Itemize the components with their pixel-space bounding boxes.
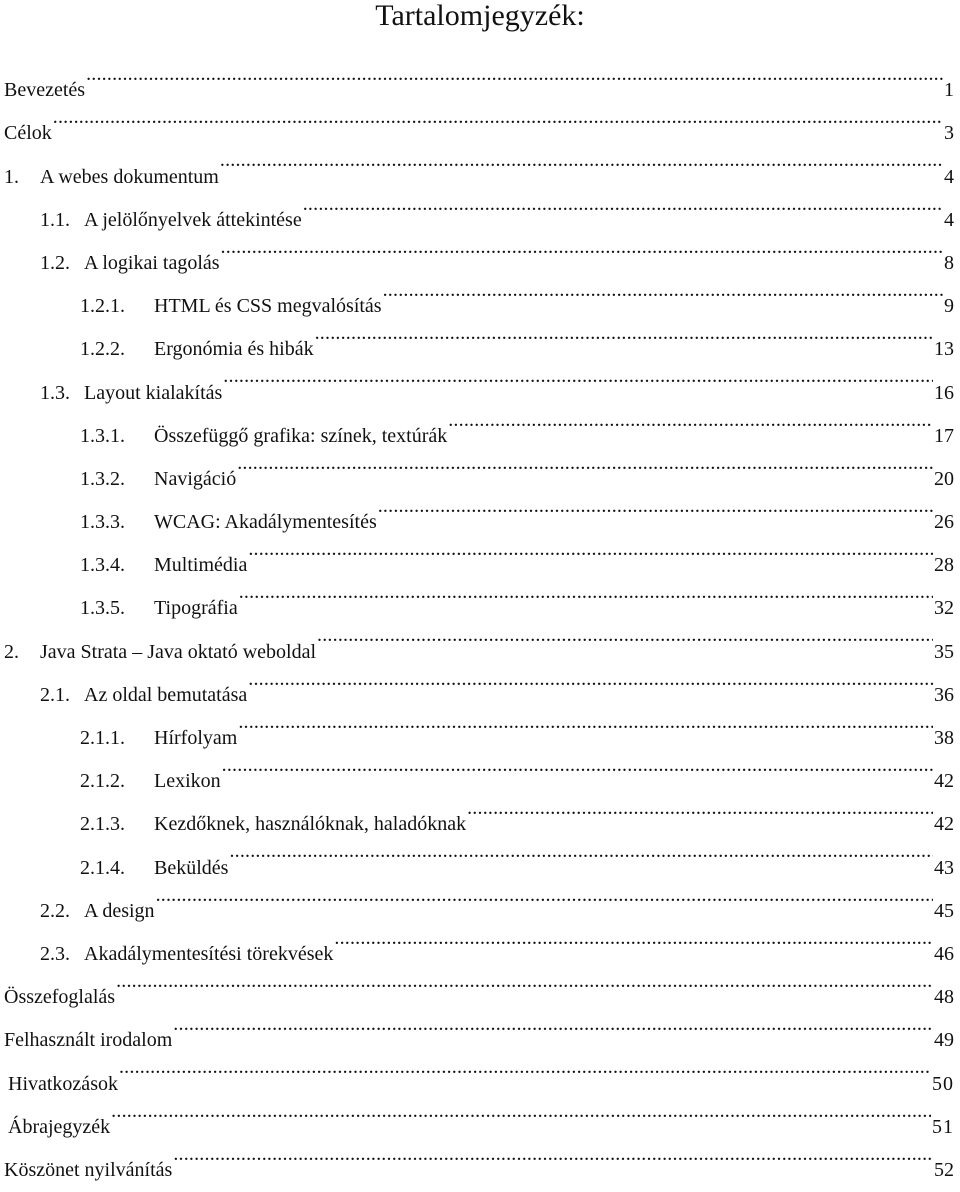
toc-dot-leader	[239, 571, 933, 614]
toc-entry[interactable]	[0, 399, 960, 447]
toc-dot-leader	[334, 917, 933, 960]
toc-entry-page-number: 1	[944, 79, 954, 102]
toc-dot-leader	[116, 960, 933, 1003]
toc-dot-leader	[223, 355, 933, 398]
toc-entry-page-number: 45	[934, 899, 954, 922]
toc-entry[interactable]	[0, 960, 960, 1009]
toc-entry-page-number: 8	[944, 251, 954, 274]
toc-entry-page-number: 4	[944, 165, 954, 188]
toc-entry-page-number: 4	[944, 208, 954, 231]
toc-entry[interactable]	[0, 830, 960, 879]
toc-entry-title: Köszönet nyilvánítás	[4, 1158, 173, 1181]
toc-entry-page-number: 49	[934, 1029, 954, 1052]
toc-entry-title: Navigáció	[154, 467, 237, 490]
toc-entry[interactable]	[0, 442, 960, 490]
toc-entry[interactable]	[0, 269, 960, 318]
toc-entry[interactable]	[0, 355, 960, 404]
toc-entry-title: Ergonómia és hibák	[154, 338, 314, 361]
toc-entry-title: Lexikon	[154, 770, 221, 793]
toc-entry-page-number: 32	[934, 597, 954, 620]
toc-entry[interactable]	[0, 658, 960, 706]
toc-dot-leader	[303, 183, 943, 226]
toc-dot-leader	[119, 1046, 931, 1089]
toc-entry-number: 1.3.2.	[80, 467, 125, 490]
toc-entry-number: 2.3.	[40, 942, 70, 965]
toc-entry[interactable]	[0, 1003, 960, 1052]
toc-entry-title: Felhasznált irodalom	[4, 1029, 173, 1052]
toc-entry-page-number: 28	[934, 554, 954, 577]
toc-entry-title: Összefoglalás	[4, 986, 116, 1009]
toc-entry-page-number: 16	[934, 381, 954, 404]
toc-entry-page-number: 20	[934, 467, 954, 490]
toc-entry[interactable]	[0, 312, 960, 361]
toc-entry-page-number: 3	[944, 122, 954, 145]
toc-dot-leader	[173, 1133, 933, 1176]
toc-entry[interactable]	[0, 485, 960, 534]
toc-entry-number: 2.1.	[40, 683, 70, 706]
toc-entry-page-number: 13	[934, 338, 954, 361]
toc-entry-title: A design	[84, 899, 155, 922]
toc-entry[interactable]	[0, 917, 960, 965]
toc-entry[interactable]	[0, 874, 960, 922]
toc-dot-leader	[221, 226, 943, 269]
toc-entry-number: 1.	[4, 165, 19, 188]
toc-dot-leader	[467, 787, 933, 830]
toc-entry-page-number: 17	[934, 424, 954, 447]
toc-entry-title: Célok	[4, 122, 52, 145]
toc-entry-title: Layout kialakítás	[84, 381, 223, 404]
toc-dot-leader	[383, 269, 943, 312]
toc-entry-title: A webes dokumentum	[40, 165, 219, 188]
toc-entry[interactable]	[0, 787, 960, 836]
toc-entry-title: Az oldal bemutatása	[84, 683, 248, 706]
toc-dot-leader	[173, 1003, 933, 1046]
toc-entry-number: 1.3.3.	[80, 511, 125, 534]
toc-entry-title: Összefüggő grafika: színek, textúrák	[154, 424, 448, 447]
toc-entry[interactable]	[0, 1133, 960, 1181]
toc-dot-leader	[248, 528, 933, 571]
toc-dot-leader	[315, 312, 933, 355]
toc-entry-page-number: 9	[944, 295, 954, 318]
toc-entry[interactable]	[0, 1090, 960, 1138]
toc-entry-number: 2.1.1.	[80, 727, 125, 749]
toc-entry-page-number: 52	[934, 1158, 954, 1181]
toc-entry-page-number: 38	[934, 727, 954, 749]
toc-dot-leader	[222, 744, 933, 787]
toc-entry-page-number: 46	[934, 942, 954, 965]
toc-dot-leader	[156, 874, 933, 917]
toc-dot-leader	[248, 658, 933, 701]
toc-entry-number: 2.1.3.	[80, 813, 125, 836]
toc-dot-leader	[86, 53, 943, 96]
toc-entry-number: 2.1.4.	[80, 856, 125, 879]
toc-entry-title: Java Strata – Java oktató weboldal	[40, 640, 317, 663]
toc-entry-page-number: 51	[932, 1115, 954, 1138]
toc-entry[interactable]	[0, 1046, 960, 1095]
toc-entry-page-number: 35	[934, 640, 954, 663]
toc-entry-title: WCAG: Akadálymentesítés	[154, 511, 377, 534]
toc-entry-title: A logikai tagolás	[84, 251, 220, 274]
toc-entry-title: Bevezetés	[4, 79, 86, 102]
toc-entry-page-number: 43	[934, 856, 954, 879]
toc-entry-number: 1.3.1.	[80, 424, 125, 447]
toc-entry-number: 1.2.1.	[80, 295, 125, 318]
table-of-contents	[0, 53, 960, 1181]
toc-entry-number: 2.	[4, 640, 19, 663]
toc-entry-title: HTML és CSS megvalósítás	[154, 295, 382, 318]
toc-dot-leader	[378, 485, 933, 528]
toc-entry-title: Hírfolyam	[154, 727, 238, 749]
toc-entry-title: Kezdőknek, használóknak, haladóknak	[154, 813, 467, 836]
toc-entry-title: Beküldés	[154, 856, 229, 879]
toc-entry[interactable]	[0, 139, 960, 188]
toc-dot-leader	[448, 399, 933, 442]
toc-entry-title: A jelölőnyelvek áttekintése	[84, 208, 302, 231]
toc-entry-number: 1.2.	[40, 251, 70, 274]
toc-entry-page-number: 42	[934, 813, 954, 836]
toc-dot-leader	[220, 139, 943, 182]
toc-entry-title: Tipográfia	[154, 597, 238, 620]
toc-entry[interactable]	[0, 96, 960, 145]
toc-entry[interactable]	[0, 614, 960, 663]
toc-entry[interactable]	[0, 528, 960, 577]
toc-entry-number: 1.3.5.	[80, 597, 125, 620]
toc-dot-leader	[111, 1090, 931, 1133]
toc-entry-page-number: 48	[934, 986, 954, 1009]
toc-entry-page-number: 26	[934, 511, 954, 534]
toc-entry-number: 2.1.2.	[80, 770, 125, 793]
toc-entry-number: 1.3.4.	[80, 554, 125, 577]
toc-entry[interactable]	[0, 183, 960, 231]
toc-dot-leader	[229, 830, 933, 873]
toc-dot-leader	[238, 701, 933, 744]
toc-entry-page-number: 36	[934, 683, 954, 706]
toc-entry[interactable]	[0, 226, 960, 274]
toc-entry-title: Ábrajegyzék	[8, 1115, 111, 1138]
toc-dot-leader	[53, 96, 943, 139]
toc-entry[interactable]	[0, 571, 960, 620]
page-title: Tartalomjegyzék:	[375, 0, 585, 32]
toc-entry-page-number: 50	[932, 1072, 954, 1095]
toc-entry-number: 1.3.	[40, 381, 70, 404]
toc-entry-number: 2.2.	[40, 899, 70, 922]
toc-entry-title: Akadálymentesítési törekvések	[84, 942, 334, 965]
toc-entry-number: 1.2.2.	[80, 338, 125, 361]
toc-entry-page-number: 42	[934, 770, 954, 793]
toc-entry-number: 1.1.	[40, 208, 70, 231]
toc-entry-title: Hivatkozások	[8, 1072, 118, 1095]
toc-entry-title: Multimédia	[154, 554, 248, 577]
toc-entry[interactable]	[0, 53, 960, 102]
toc-dot-leader	[237, 442, 933, 485]
toc-entry[interactable]	[0, 744, 960, 793]
toc-dot-leader	[317, 614, 933, 657]
toc-entry[interactable]	[0, 701, 960, 749]
